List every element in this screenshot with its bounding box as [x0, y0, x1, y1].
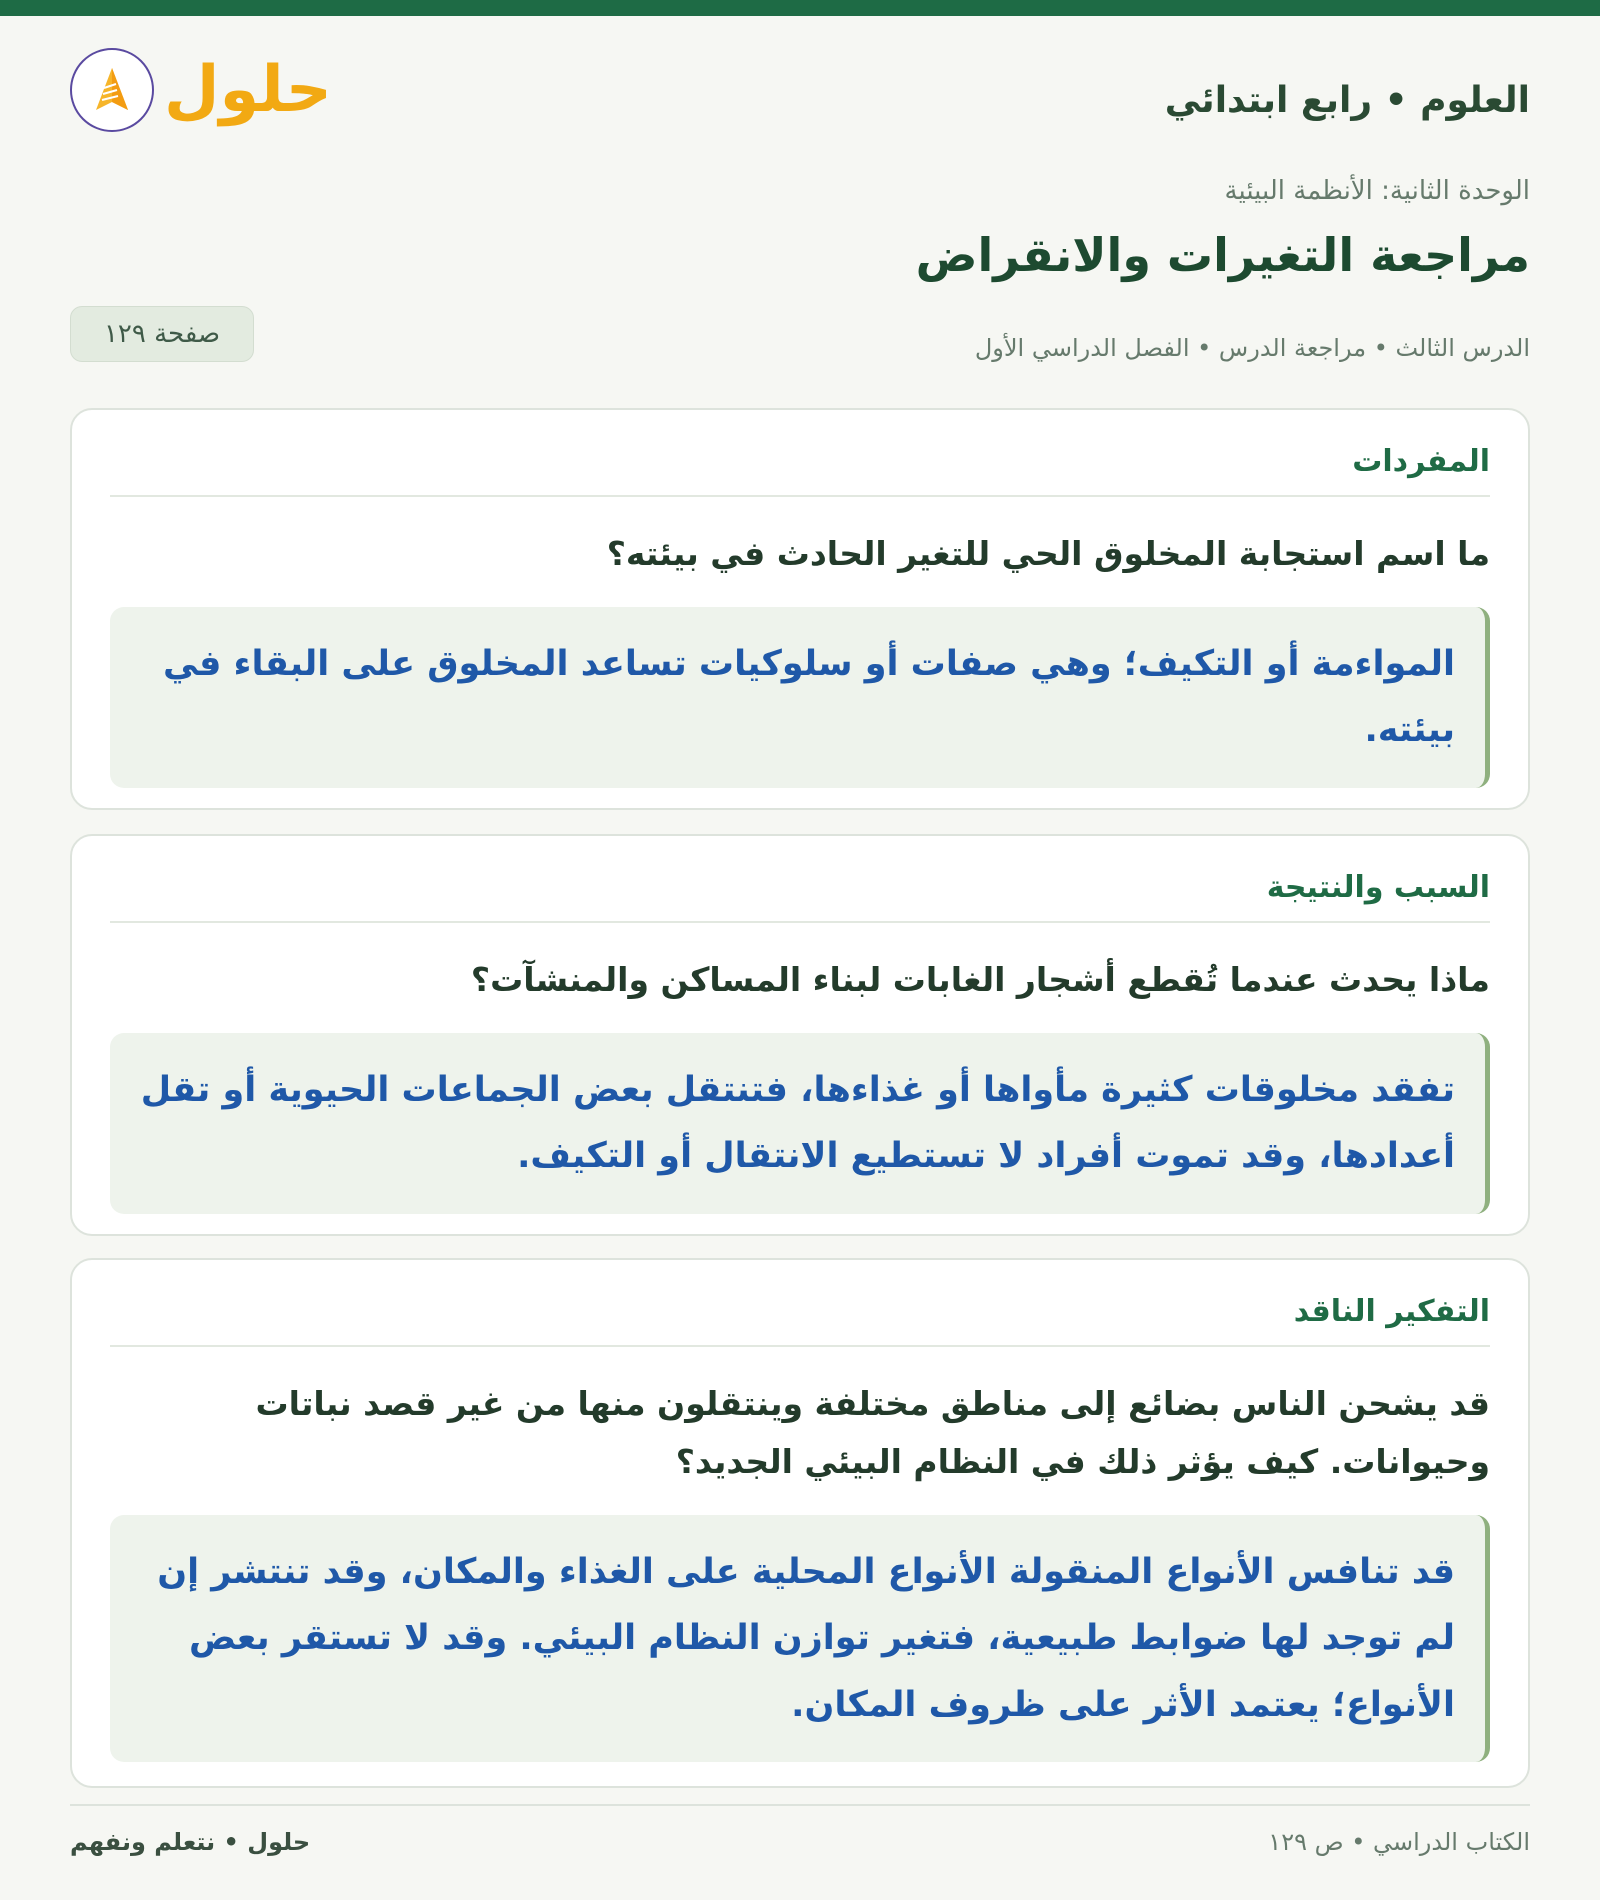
- answer-box: المواءمة أو التكيف؛ وهي صفات أو سلوكيات تساعد المخلوق على البقاء في بيئته.: [110, 607, 1490, 788]
- answer-box: تفقد مخلوقات كثيرة مأواها أو غذاءها، فتنتقل بعض الجماعات الحيوية أو تقل أعدادها، وقد تموت أفراد لا تستطيع الانتقال أو التكيف.: [110, 1033, 1490, 1214]
- logo[interactable]: [70, 48, 332, 132]
- footer-source: الكتاب الدراسي • ص ١٢٩: [1268, 1828, 1530, 1856]
- card-heading: السبب والنتيجة: [110, 870, 1490, 923]
- question-text: قد يشحن الناس بضائع إلى مناطق مختلفة وينتقلون منها من غير قصد نباتات وحيوانات. كيف يؤثر ذلك في النظام البيئي الجديد؟: [255, 1384, 1490, 1481]
- top-accent-bar: [0, 0, 1600, 16]
- vocabulary-card: [70, 408, 1530, 810]
- logo-text: حلول: [164, 53, 332, 127]
- subject-title: العلوم • رابع ابتدائي: [1164, 80, 1530, 121]
- answer-box: قد تنافس الأنواع المنقولة الأنواع المحلية على الغذاء والمكان، وقد تنتشر إن لم توجد لها ضوابط طبيعية، فتغير توازن النظام البيئي. وقد لا تستقر بعض الأنواع؛ يعتمد الأثر على ظروف المكان.: [110, 1515, 1490, 1763]
- page-title: مراجعة التغيرات والانقراض: [915, 228, 1530, 282]
- cause-effect-card: [70, 834, 1530, 1236]
- unit-label: الوحدة الثانية: الأنظمة البيئية: [1224, 176, 1530, 206]
- lesson-meta: الدرس الثالث • مراجعة الدرس • الفصل الدراسي الأول: [974, 334, 1530, 362]
- question-text: ما اسم استجابة المخلوق الحي للتغير الحادث في بيئته؟: [606, 534, 1490, 573]
- book-icon: [70, 48, 154, 132]
- header: [70, 16, 1530, 176]
- footer-brand: حلول • نتعلم ونفهم: [70, 1828, 311, 1856]
- critical-thinking-card: [70, 1258, 1530, 1788]
- card-heading: المفردات: [110, 444, 1490, 497]
- page: [70, 16, 1530, 1900]
- card-heading: التفكير الناقد: [110, 1294, 1490, 1347]
- page-number-badge: صفحة ١٢٩: [70, 306, 254, 362]
- question-text: ماذا يحدث عندما تُقطع أشجار الغابات لبناء المساكن والمنشآت؟: [470, 960, 1490, 999]
- footer: [70, 1804, 1530, 1856]
